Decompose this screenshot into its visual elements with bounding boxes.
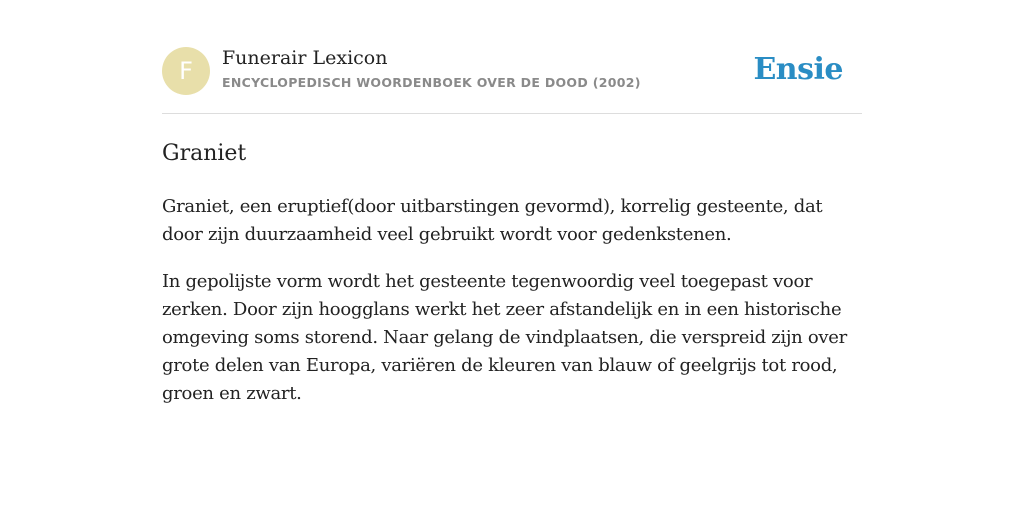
lexicon-subtitle: ENCYCLOPEDISCH WOORDENBOEK OVER DE DOOD (2002) — [222, 75, 641, 90]
avatar: F — [162, 47, 210, 95]
article-paragraph-1: Graniet, een eruptief(door uitbarstingen gevormd), korrelig gesteente, dat door zijn duurzaamheid veel gebruikt wordt voor gedenkstenen. — [162, 196, 823, 245]
title-block — [222, 46, 641, 91]
article-paragraph-2: In gepolijste vorm wordt het gesteente tegenwoordig veel toegepast voor zerken. Door zijn hoogglans werkt het zeer afstandelijk en in een historische omgeving soms storend. Naar gelang de vindplaatsen, die verspreid zijn over grote delen van Europa, variëren de kleuren van blauw of geelgrijs tot rood, groen en zwart. — [162, 271, 847, 404]
lexicon-title[interactable]: Funerair Lexicon — [222, 47, 388, 69]
page-title: Graniet — [162, 141, 247, 166]
header — [162, 46, 862, 114]
page-container — [162, 0, 862, 408]
ensie-logo-link[interactable]: Ensie — [753, 52, 843, 87]
